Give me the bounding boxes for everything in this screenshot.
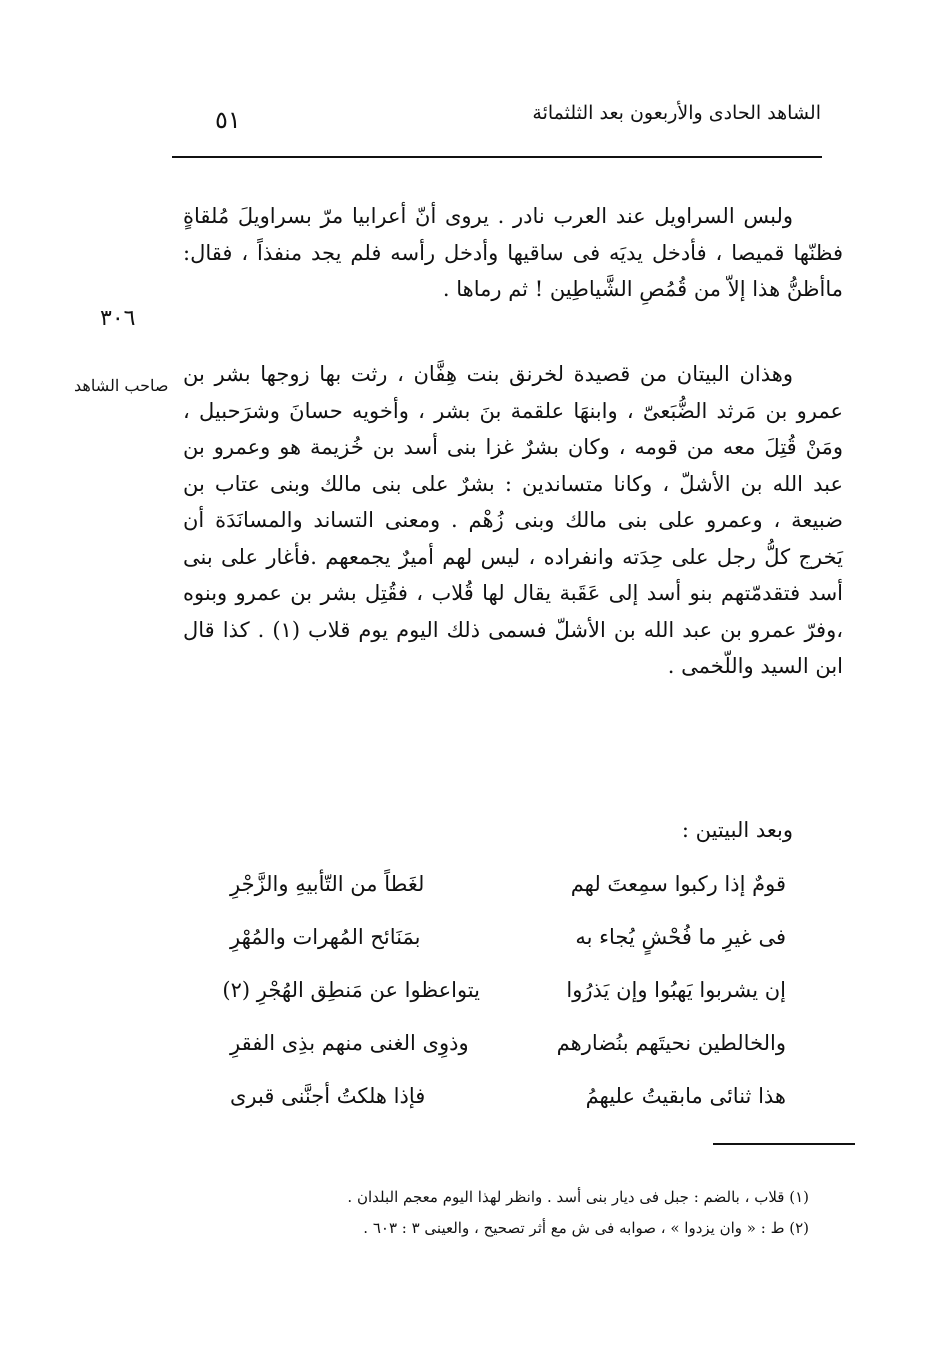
verse-second-hemistich: فإذا هلكتُ أجنَّنى قبرى: [230, 1084, 426, 1108]
poem: [222, 858, 786, 1123]
page-number: ٥١: [215, 106, 241, 134]
footnote-divider: [713, 1143, 855, 1145]
margin-witness-number: ٣٠٦: [100, 306, 136, 331]
verse-second-hemistich: لغَطاً من التّأبيهِ والزَّجْرِ: [230, 872, 425, 896]
paragraph-text: وبعد البيتين :: [681, 818, 793, 842]
verse-second-hemistich: وذوِى الغنى منهم بذِى الفقرِ: [230, 1031, 469, 1055]
paragraph-text: وهذان البيتان من قصيدة لخرنق بنت هِفَّان ، رثت بها زوجها بشر بن عمرو بن مَرثد الضُّبَعىّ ، وابنهَا علقمة بنَ بشر ، وأخويه حسانَ وشرَحبيل ، ومَنْ قُتِلَ معه من قومه ، وكان بشرٌ غزا بنى أسد بن خُزيمة هو وعمرو بن عبد الله بن الأشلّ ، وكانا متساندين : بشرٌ على بنى مالك وبنى عتاب بن ضبيعة ، وعمرو على بنى مالك وبنى زُهْم . ومعنى التساند والمسانَدَة أن يَخرج كلُّ رجل على حِدَته وانفراده ، ليس لهم أميرٌ يجمعهم .فأغار على بنى أسد فتقدمّتهم بنو أسد إلى عَقَبة يقال لها قُلاب ، فقُتِل بشر بن عمرو وبنوه ،وفرّ عمرو بن عبد الله بن الأشلّ فسمى ذلك اليوم يوم قلاب (١) . كذا قال ابن السيد واللّخمى .: [183, 362, 843, 678]
running-header-title: الشاهد الحادى والأربعون بعد الثلثمائة: [532, 102, 821, 124]
paragraph-sarawil: [183, 198, 843, 308]
verse-first-hemistich: هذا ثنائى مابقيتُ عليهمُ: [585, 1084, 786, 1108]
verse-second-hemistich: يتواعظوا عن مَنطِق الهُجْرِ (٢): [222, 978, 480, 1002]
poem-verse: [230, 1017, 786, 1070]
header-divider: [172, 156, 822, 158]
verse-second-hemistich: بمَنَائح المُهرات والمُهْرِ: [230, 925, 421, 949]
verse-first-hemistich: إن يشربوا يَهبُوا وإن يَذرُوا: [566, 978, 786, 1002]
verse-first-hemistich: والخالطين نحيتَهم بنُضارهم: [556, 1031, 786, 1055]
poem-verse: [230, 858, 786, 911]
verse-first-hemistich: فى غيرِ ما فُحْشٍ يُجاء به: [575, 925, 786, 949]
verse-first-hemistich: قومٌ إذا ركبوا سمِعتَ لهم: [570, 872, 786, 896]
poem-verse: [222, 964, 786, 1017]
paragraph-after-verses: [183, 812, 843, 849]
poem-verse: [230, 911, 786, 964]
margin-note: صاحب الشاهد: [74, 376, 169, 395]
footnote-1: (١) قلاب ، بالضم : جبل فى ديار بنى أسد . وانظر لهذا اليوم معجم البلدان .: [347, 1188, 809, 1206]
poem-verse: [230, 1070, 786, 1123]
paragraph-text: ولبس السراويل عند العرب نادر . يروى أنّ أعرابيا مرّ بسراويلَ مُلقاةٍ فظنّها قميصا ، فأدخل يديَه فى ساقيها وأدخل رأسه فلم يجد منفذاً ، فقال: ماأظنُّ هذا إلاّ من قُمُصِ الشَّياطِين ! ثم رماها .: [183, 204, 843, 301]
footnotes: [249, 1182, 809, 1244]
footnote-2: (٢) ط : « وان يزدوا » ، صوابه فى ش مع أثر تصحيح ، والعينى ٣ : ٦٠٣ .: [363, 1219, 809, 1237]
paragraph-khirniq: [183, 356, 843, 685]
